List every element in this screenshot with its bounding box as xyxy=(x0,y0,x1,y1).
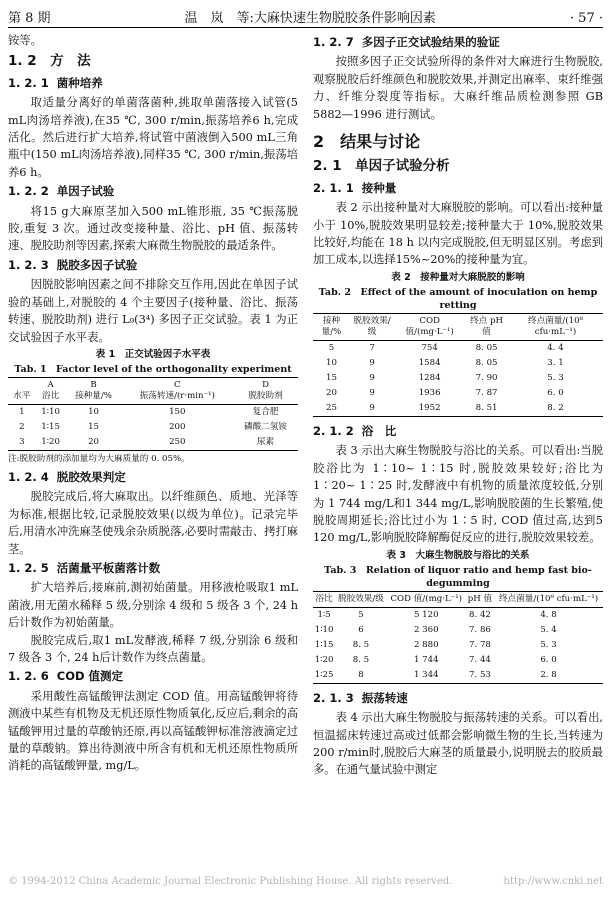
table-header-cell xyxy=(122,377,233,404)
table-cell: 7. 87 xyxy=(475,387,498,398)
table-cell: 3. 1 xyxy=(547,357,564,368)
paragraph: 采用酸性高锰酸钾法测定 COD 值。用高锰酸钾将待测液中某些有机物及无机还原性物质氧化,反应后,剩余的高锰酸钾用过量的草酸钠还原,再以高锰酸钾标准溶液滴定过量的草酸钠。算出待测液中所含有机和无机还原性物质所消耗的高锰酸钾量, mg/L。 xyxy=(8,689,298,773)
left-column xyxy=(8,32,298,775)
table-cell: 8. 5 xyxy=(352,639,370,650)
table-row xyxy=(313,623,603,638)
table-caption-en: Tab. 2 Effect of the amount of inoculation on hemp retting xyxy=(318,286,598,311)
table-cell: 150 xyxy=(169,406,186,417)
table-header-cell: 终点菌量/(10⁸ cfu·mL⁻¹) xyxy=(508,313,603,340)
table-caption-en: Tab. 1 Factor level of the orthogonality experiment xyxy=(14,363,292,375)
table-row xyxy=(313,386,603,401)
table-header-cell xyxy=(8,377,36,404)
table-cell: 20 xyxy=(326,387,337,398)
heading-text: 接种量 xyxy=(361,180,397,195)
heading-text: 2. 1. 3 xyxy=(313,690,354,705)
table-cell: 8. 51 xyxy=(475,402,498,413)
heading-text: 2. 1. 1 xyxy=(313,180,354,195)
table-header-cell: COD 值/(mg·L⁻¹) xyxy=(394,313,465,340)
table-row xyxy=(8,435,298,451)
copyright-text: © 1994-2012 China Academic Journal Electronic Publishing House. All rights reserved. xyxy=(8,876,453,887)
subsection-heading xyxy=(8,75,298,92)
section-heading xyxy=(313,133,603,150)
table-cell: 1952 xyxy=(418,402,441,413)
table-cell: 2 360 xyxy=(413,624,439,635)
table-header-cell xyxy=(66,377,122,404)
header-text: 接种量/% xyxy=(75,390,112,401)
table-cell: 9 xyxy=(369,357,375,368)
right-column xyxy=(313,32,603,779)
page-footer xyxy=(8,876,603,887)
table-cell: 10 xyxy=(88,406,99,417)
running-header xyxy=(8,4,603,26)
table-cell: 6. 0 xyxy=(547,387,564,398)
table-row xyxy=(313,638,603,653)
table-cell: 1284 xyxy=(418,372,441,383)
table-row xyxy=(8,404,298,420)
heading-text: 1. 2. 3 xyxy=(8,257,49,272)
subsection-heading xyxy=(8,257,298,274)
heading-text: COD 值测定 xyxy=(56,669,124,684)
table-cell: 9 xyxy=(369,402,375,413)
table-header-cell: pH 值 xyxy=(466,591,494,607)
table-cell: 2 880 xyxy=(413,639,439,650)
header-rule xyxy=(8,27,603,28)
liquor-ratio-table xyxy=(313,591,603,684)
paragraph: 取适量分离好的单菌落菌种,挑取单菌落接入试管(5 mL肉汤培养液),在35 ℃, 300 r/min,振荡培养6 h,完成活化。然后进行扩大培养,将试管中菌液倒入500 mL三角瓶中(150 mL肉汤培养液),同样35 ℃, 300 r/min,振荡培养6 h。 xyxy=(8,96,298,179)
table-row xyxy=(8,420,298,435)
paragraph: 因脱胶影响因素之间不排除交互作用,因此在单因子试验的基础上,对脱胶的 4 个主要因子(接种量、浴比、振荡转速、脱胶助剂) 进行 L₉(3⁴) 多因子正交试验。表 1 为正交试验因子水平表。 xyxy=(8,278,298,344)
header-text: 水平 xyxy=(13,390,31,401)
continued-text: 铵等。 xyxy=(8,34,42,47)
heading-text: 1. 2 xyxy=(8,53,37,70)
table-cell: 15 xyxy=(88,421,99,432)
table-cell: 1∶10 xyxy=(314,624,334,635)
header-text: 浴比 xyxy=(42,390,60,401)
table-cell: 7. 44 xyxy=(469,654,491,665)
table-cell: 7 xyxy=(369,342,375,353)
table-cell: 9 xyxy=(369,387,375,398)
table-cell: 8 xyxy=(358,669,364,680)
heading-text: 1. 2. 4 xyxy=(8,469,49,484)
table-row xyxy=(313,371,603,386)
table-cell: 250 xyxy=(169,436,186,447)
table-row xyxy=(313,401,603,417)
table-cell: 2. 8 xyxy=(540,669,557,680)
table-caption-cn: 表 1 正交试验因子水平表 xyxy=(95,348,211,360)
table-cell: 磷酸二氢铵 xyxy=(244,421,288,432)
table-cell: 4. 4 xyxy=(547,342,564,353)
heading-text: 1. 2. 5 xyxy=(8,560,49,575)
heading-text: 2. 1. 2 xyxy=(313,423,354,438)
table-cell: 复合肥 xyxy=(252,406,279,417)
heading-text: 活菌量平板菌落计数 xyxy=(56,560,161,575)
subsection-heading xyxy=(313,690,603,707)
table-cell: 1584 xyxy=(418,357,441,368)
heading-text: 振荡转速 xyxy=(361,690,408,705)
table-cell: 6 xyxy=(358,624,364,635)
heading-text: 单因子试验分析 xyxy=(355,158,450,175)
table-cell: 8. 05 xyxy=(475,342,498,353)
table-cell: 200 xyxy=(169,421,186,432)
paragraph: 按照多因子正交试验所得的条件对大麻进行生物脱胶,观察脱胶后纤维颜色和脱胶效果,并测定出麻率、束纤维强力、纤维分裂度等指标。大麻纤维品质检测参照 GB 5882—1996 进行测试。 xyxy=(313,55,603,121)
table-cell: 5. 3 xyxy=(540,639,557,650)
paragraph: 将15 g大麻原茎加入500 mL锥形瓶, 35 ℃振荡脱胶,重复 3 次。通过改变接种量、浴比、pH 值、振荡转速、脱胶助剂等因素,探索大麻微生物脱胶的最适条件。 xyxy=(8,204,298,253)
running-title: 温 岚 等:大麻快速生物脱胶条件影响因素 xyxy=(184,11,436,26)
heading-text: 1. 2. 6 xyxy=(8,669,49,684)
issue-number: 第 8 期 xyxy=(8,11,51,26)
header-text: B xyxy=(90,379,97,390)
paragraph: 脱胶完成后,取1 mL发酵液,稀释 7 级,分别涂 6 级和 7 级各 3 个, 24 h后计数作为终点菌量。 xyxy=(8,633,298,664)
table-cell: 5 xyxy=(328,342,335,353)
table-row xyxy=(313,356,603,371)
heading-text: 脱胶效果判定 xyxy=(56,469,126,484)
table-cell: 10 xyxy=(326,357,337,368)
table-cell: 754 xyxy=(421,342,438,353)
heading-text: 1. 2. 1 xyxy=(8,75,49,90)
table-header-cell: 脱胶效果/级 xyxy=(335,591,387,607)
table-cell: 25 xyxy=(326,402,337,413)
table-cell: 7. 86 xyxy=(469,624,491,635)
table-cell: 1∶20 xyxy=(41,436,60,447)
table-cell: 5 120 xyxy=(413,609,439,620)
table-cell: 2 xyxy=(19,421,25,432)
heading-text: 浴 比 xyxy=(361,423,397,438)
heading-text: 结果与讨论 xyxy=(340,132,421,152)
table-cell: 6. 0 xyxy=(540,654,557,665)
inoculation-table xyxy=(313,313,603,417)
header-text: D xyxy=(262,379,269,390)
table-header-cell xyxy=(233,377,298,404)
table-cell: 7. 90 xyxy=(475,372,498,383)
table-cell: 15 xyxy=(326,372,337,383)
heading-text: 方 法 xyxy=(50,53,91,70)
table-cell: 1936 xyxy=(418,387,441,398)
table-cell: 1 344 xyxy=(413,669,439,680)
header-text: 脱胶助剂 xyxy=(248,390,283,401)
section-heading xyxy=(313,158,603,175)
table-row xyxy=(313,607,603,623)
paragraph: 表 2 示出接种量对大麻脱胶的影响。可以看出:接种量小于 10%,脱胶效果明显较差;接种量大于 10%,脱胶效果比较好,均能在 18 h 以内完成脱胶,但无明显区别。考虑到加工成本,以选择15%~20%的接种量为宜。 xyxy=(313,201,603,267)
heading-text: 多因子正交试验结果的验证 xyxy=(361,35,500,49)
heading-text: 2. 1 xyxy=(313,158,342,175)
heading-text: 菌种培养 xyxy=(56,75,103,90)
table-header-cell xyxy=(36,377,66,404)
table-cell: 8. 42 xyxy=(469,609,491,620)
subsection-heading xyxy=(313,34,603,51)
table-row xyxy=(313,653,603,668)
table-cell: 4. 8 xyxy=(540,609,557,620)
paragraph: 脱胶完成后,将大麻取出。以纤维颜色、质地、光泽等为标准,根据比较,记录脱胶效果(以级为单位)。记录完毕后,用清水冲洗麻茎使残余杂质脱落,必要时需敲击、拷打麻茎。 xyxy=(8,490,298,556)
table-cell: 1∶20 xyxy=(314,654,334,665)
table-cell: 尿素 xyxy=(256,436,275,447)
table-row xyxy=(313,668,603,684)
table-cell: 7. 53 xyxy=(469,669,491,680)
table-cell: 5. 4 xyxy=(540,624,557,635)
table-header-cell: 脱胶效果/级 xyxy=(350,313,394,340)
subsection-heading xyxy=(313,423,603,440)
table-caption-cn: 表 3 大麻生物脱胶与浴比的关系 xyxy=(386,549,530,561)
table-header-cell: COD 值/(mg·L⁻¹) xyxy=(387,591,466,607)
table-cell: 9 xyxy=(369,372,375,383)
table-cell: 8. 05 xyxy=(475,357,498,368)
paragraph: 表 3 示出大麻生物脱胶与浴比的关系。可以看出:当脱胶浴比为 1∶10~ 1∶15 时,脱胶效果较好;浴比为 1∶20~ 1∶25 时,发酵液中有机物的质量浓度较低,分别为 1 744 mg/L和1 344 mg/L,影响脱胶菌的生长繁殖,使脱胶周期延长;浴比过小为 1∶5 时, COD 值过高,达到5 120 mg/L,影响脱胶降解酶促反应的进行,脱胶效果较差。 xyxy=(313,444,603,545)
table-caption-en: Tab. 3 Relation of liquor ratio and hemp fast bio-degumming xyxy=(324,564,592,589)
table-cell: 8. 5 xyxy=(352,654,370,665)
table-cell: 7. 78 xyxy=(469,639,491,650)
table-cell: 1∶25 xyxy=(314,669,334,680)
factor-level-table xyxy=(8,377,298,451)
table-cell: 1∶15 xyxy=(41,421,60,432)
subsection-heading xyxy=(8,560,298,577)
section-heading xyxy=(8,53,298,70)
heading-text: 2 xyxy=(313,132,325,152)
subsection-heading xyxy=(313,180,603,197)
page-number: · 57 · xyxy=(569,11,603,26)
heading-text: 1. 2. 7 xyxy=(313,35,354,49)
table-cell: 1 xyxy=(19,406,25,417)
table-row xyxy=(313,340,603,356)
footer-url: http://www.cnki.net xyxy=(503,876,603,887)
table-cell: 8. 2 xyxy=(547,402,564,413)
subsection-heading xyxy=(8,183,298,200)
heading-text: 单因子试验 xyxy=(56,184,115,199)
table-caption-cn: 表 2 接种量对大麻脱胶的影响 xyxy=(391,271,525,283)
header-text: A xyxy=(47,379,54,390)
table-cell: 1∶10 xyxy=(41,406,60,417)
table-cell: 5 xyxy=(358,609,364,620)
heading-text: 1. 2. 2 xyxy=(8,184,49,199)
heading-text: 脱胶多因子试验 xyxy=(56,257,138,272)
table-note: 注:脱胶助剂的添加量均为大麻质量的 0. 05%。 xyxy=(8,453,190,464)
subsection-heading xyxy=(8,668,298,685)
paragraph: 表 4 示出大麻生物脱胶与振荡转速的关系。可以看出,恒温摇床转速过高或过低都会影响微生物的生长,当转速为200 r/min时,脱胶后大麻茎的质量最小,说明脱去的胶质最多。在通气量试验中测定 xyxy=(313,711,603,777)
table-header-cell: 接种量/% xyxy=(313,313,350,340)
header-text: 振荡转速/(r·min⁻¹) xyxy=(139,390,215,401)
table-cell: 20 xyxy=(88,436,99,447)
paragraph: 扩大培养后,接麻前,测初始菌量。用移液枪吸取1 mL菌液,用无菌水稀释 5 级,分别涂 4 级和 5 级各 3 个, 24 h后计数作为初始菌量。 xyxy=(8,581,298,630)
table-header-cell: 终点 pH 值 xyxy=(465,313,508,340)
table-cell: 1∶5 xyxy=(317,609,331,620)
table-cell: 5. 3 xyxy=(547,372,564,383)
table-cell: 3 xyxy=(19,436,25,447)
table-cell: 1∶15 xyxy=(314,639,334,650)
table-header-cell: 终点菌量/(10⁸ cfu·mL⁻¹) xyxy=(494,591,603,607)
subsection-heading xyxy=(8,469,298,486)
table-cell: 1 744 xyxy=(413,654,439,665)
table-header-cell: 浴比 xyxy=(313,591,335,607)
header-text: C xyxy=(174,379,181,390)
